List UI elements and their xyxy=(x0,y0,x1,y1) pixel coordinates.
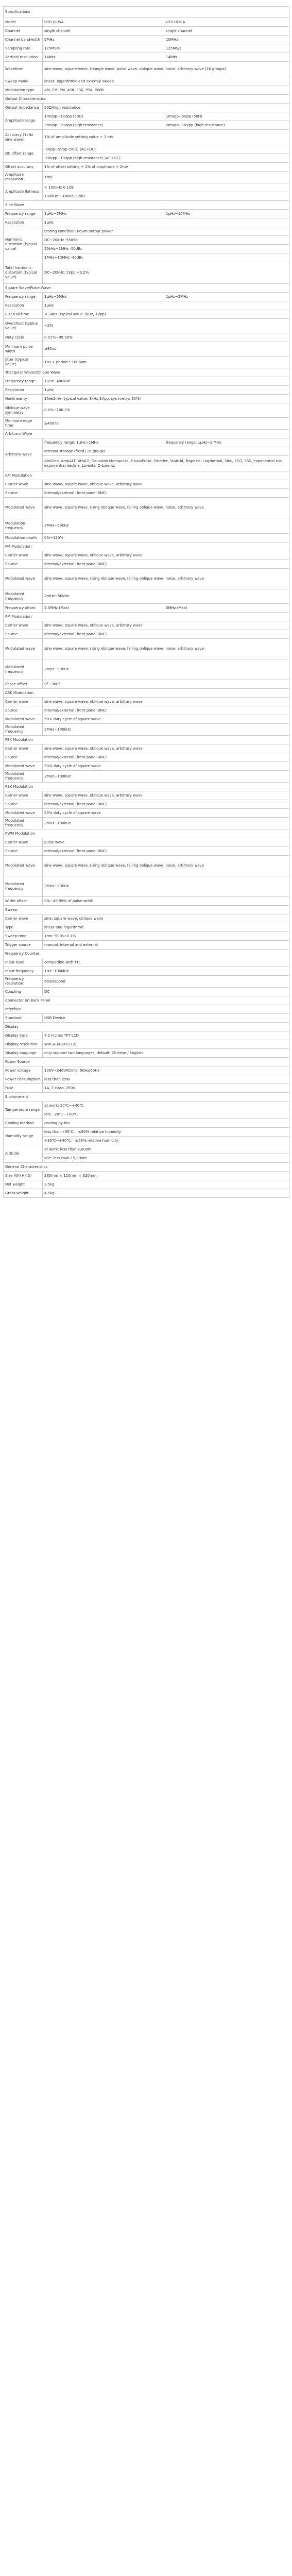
cell-a: single channel xyxy=(43,27,164,36)
cell-value: 50Ω/high resistance xyxy=(43,104,289,112)
cell-value: 2MHz~100kHz xyxy=(43,771,289,783)
cell-value: 50% duty cycle of square wave xyxy=(43,715,289,724)
cell-value: 0.01%~99.99% xyxy=(43,333,289,342)
section-title: Environment xyxy=(4,1093,289,1101)
cell-value: testing condition: 0dBm output power xyxy=(43,227,289,236)
cell-value: sine wave, square wave, rising oblique wave, falling oblique wave, noise, arbitrary wave xyxy=(43,856,289,876)
row-label: Source xyxy=(4,753,43,762)
cell-value: 2MHz~20kHz xyxy=(43,876,289,897)
row-label: Duty cycle xyxy=(4,333,43,342)
cell-value: internal/external (front panel BNC) xyxy=(43,489,289,498)
cell-value: 2MHz~50kHz xyxy=(43,659,289,680)
cell-value: sine wave, square wave, oblique wave, arbitrary wave xyxy=(43,551,289,560)
row-label: Source xyxy=(4,560,43,569)
cell-value: less than +35℃： ≤90% relative humidity xyxy=(43,1128,289,1137)
row-label: Size (W×H×D) xyxy=(4,1172,43,1180)
row-label: Input level xyxy=(4,958,43,967)
cell-value: idle: less than 15,000m xyxy=(43,1154,289,1163)
section-title: PM Modulation xyxy=(4,613,289,621)
cell-value: USB Device xyxy=(43,1014,289,1023)
cell-value: idle: -20℃~+60℃ xyxy=(43,1110,289,1119)
section-title: Display xyxy=(4,1023,289,1031)
cell-value: linear, logarithmic and external sweep xyxy=(43,77,289,86)
cell-value: internal/external (front panel BNC) xyxy=(43,800,289,809)
row-label: Carrier wave xyxy=(4,914,43,923)
cell-value: 285mm × 110mm × 320mm xyxy=(43,1172,289,1180)
cell-value: -5Vpp~5Vpp (50Ω) (AC+DC) xyxy=(43,145,289,154)
section-title: Interface xyxy=(4,1005,289,1014)
cell-value: 1A, T class, 250V xyxy=(43,1084,289,1093)
row-label: Offset accuracy xyxy=(4,163,43,172)
row-label: Minimum edge time xyxy=(4,418,43,430)
cell-value: 1ms~500s±0.1% xyxy=(43,932,289,941)
row-label: Amplitude flatness xyxy=(4,183,43,201)
row-label: Model xyxy=(4,18,43,27)
cell-a: 1mVpp~10Vpp (50Ω) xyxy=(43,112,164,121)
row-label: Display resolution xyxy=(4,1040,43,1049)
cell-b: 1μHz~5MHz xyxy=(164,293,289,301)
cell-value: cooling by fan xyxy=(43,1119,289,1128)
cell-value: DC~20kHz, 1Vpp <0.2% xyxy=(43,262,289,284)
row-label: Jitter (typical value) xyxy=(4,357,43,368)
row-label: Source xyxy=(4,706,43,715)
row-label: Modulated frequency xyxy=(4,771,43,783)
cell-value: 50% duty cycle of square wave xyxy=(43,809,289,818)
cell-value: sine wave, square wave, oblique wave, arbitrary wave xyxy=(43,621,289,630)
row-label: Modulated wave xyxy=(4,639,43,659)
row-label: Modulated wave xyxy=(4,715,43,724)
cell-value: internal/external (front panel BNC) xyxy=(43,560,289,569)
cell-value: internal/external (front panel BNC) xyxy=(43,847,289,856)
cell-value: 0%~49.99% of pulse width xyxy=(43,897,289,906)
row-label: Modulation depth xyxy=(4,534,43,543)
row-label: Modulated wave xyxy=(4,809,43,818)
cell-value: +35℃~+40℃： ≤60% relative humidity xyxy=(43,1137,289,1145)
cell-value: ≥80ns xyxy=(43,342,289,357)
row-label: Modulated wave xyxy=(4,498,43,518)
row-label: Width offset xyxy=(4,897,43,906)
row-label: Overshoot (typical value) xyxy=(4,319,43,333)
cell-a: UTG1005A xyxy=(43,18,164,27)
row-label: Modulated frequency xyxy=(4,876,43,897)
spec-page xyxy=(0,0,292,1202)
cell-a: 1μHz~5MHz xyxy=(43,210,164,218)
row-label: Oblique wave symmetry xyxy=(4,403,43,418)
cell-value: 4.3 inches TFT LCD xyxy=(43,1031,289,1040)
row-label: Modulated wave xyxy=(4,856,43,876)
row-label: Channel bandwidth xyxy=(4,36,43,44)
row-label: Sweep time xyxy=(4,932,43,941)
row-label: Accuracy (1kHz sine wave) xyxy=(4,130,43,145)
section-title: General Characteristics xyxy=(4,1163,289,1172)
row-label: Amplitude range xyxy=(4,112,43,130)
cell-b: 14bits xyxy=(164,53,289,62)
cell-value: 0%~120% xyxy=(43,534,289,543)
cell-a: frequency range: 1μHz~1MHz xyxy=(43,438,164,447)
table-title: Specifications xyxy=(4,7,289,18)
row-label: Resolution xyxy=(4,301,43,310)
cell-value: compatible with TTL xyxy=(43,958,289,967)
row-label: Carrier wave xyxy=(4,698,43,706)
row-label: Frequency range xyxy=(4,377,43,386)
row-label: Carrier wave xyxy=(4,621,43,630)
cell-b: single channel xyxy=(164,27,289,36)
section-title: Output Characteristics xyxy=(4,95,289,104)
cell-value: internal/external (front panel BNC) xyxy=(43,753,289,762)
cell-value: <2% xyxy=(43,319,289,333)
section-title: Connector on Back Panel xyxy=(4,996,289,1005)
cell-a: 5MHz xyxy=(43,36,164,44)
cell-value: only support two languages, default: Chinese / English xyxy=(43,1049,289,1058)
row-label: Modulation frequency xyxy=(4,518,43,534)
cell-value: 1μHz xyxy=(43,301,289,310)
row-label: Modulation type xyxy=(4,86,43,95)
cell-value: 1% of amplitude setting value + 1 mV xyxy=(43,130,289,145)
row-label: Output impedance xyxy=(4,104,43,112)
row-label: Power consumption xyxy=(4,1075,43,1084)
cell-value: 100V~240VACrms; 50Hz/60Hz xyxy=(43,1066,289,1075)
cell-value: internal/external (front panel BNC) xyxy=(43,630,289,639)
row-label: Frequency range xyxy=(4,210,43,218)
cell-a: 2.5MHz (Max) xyxy=(43,604,164,613)
cell-value: at work: 10℃~+40℃ xyxy=(43,1101,289,1110)
row-label: Modulated frequency xyxy=(4,724,43,736)
row-label: Sampling rate xyxy=(4,44,43,53)
row-label: Source xyxy=(4,800,43,809)
cell-value: internal/external (front panel BNC) xyxy=(43,706,289,715)
cell-value: linear and logarithmic xyxy=(43,923,289,932)
row-label: Input frequency xyxy=(4,967,43,976)
row-label: Power voltage xyxy=(4,1066,43,1075)
cell-value: 0°~360° xyxy=(43,680,289,689)
cell-value: internal storage (fixed) 16 groups xyxy=(43,447,289,456)
cell-value: sine wave, square wave, rising oblique wave, falling oblique wave, noise, arbitrary wave xyxy=(43,639,289,659)
cell-b: 1mVpp~5Vpp (50Ω) xyxy=(164,112,289,121)
row-label: Phase offset xyxy=(4,680,43,689)
cell-value: pulse wave xyxy=(43,838,289,847)
cell-value: 0.0%~100.0% xyxy=(43,403,289,418)
cell-value: 2MHz~100kHz xyxy=(43,818,289,829)
cell-a: 1μHz~5MHz xyxy=(43,293,164,301)
row-label: Carrier wave xyxy=(4,791,43,800)
row-label: Carrier wave xyxy=(4,480,43,489)
cell-b: 5MHz (Max) xyxy=(164,604,289,613)
cell-value: 2MHz~50kHz xyxy=(43,518,289,534)
cell-value: 3.5kg xyxy=(43,1180,289,1189)
cell-value: WVGA (480×272) xyxy=(43,1040,289,1049)
row-label: Frequency resolution xyxy=(4,976,43,988)
row-label: Amplitude resolution xyxy=(4,172,43,183)
cell-b: 125MS/s xyxy=(164,44,289,53)
row-label: Channel xyxy=(4,27,43,36)
section-title: Arbitrary Wave xyxy=(4,430,289,438)
cell-value: sine wave, square wave, oblique wave, arbitrary wave xyxy=(43,698,289,706)
row-label: Resolution xyxy=(4,218,43,227)
row-label: Vertical resolution xyxy=(4,53,43,62)
row-label: Fuse xyxy=(4,1084,43,1093)
section-title: FSK Modulation xyxy=(4,736,289,744)
cell-value: 1Hz~100MHz xyxy=(43,967,289,976)
row-label: Nonlinearity xyxy=(4,395,43,403)
row-label: Humidity range xyxy=(4,1128,43,1145)
cell-value: sine wave, square wave, rising oblique wave, falling oblique wave, noise, arbitrary wave xyxy=(43,569,289,589)
section-title: Square Wave/Pulse Wave xyxy=(4,284,289,293)
cell-value: DC~20kHz -55dBc xyxy=(43,236,289,245)
cell-value: sine, square wave, oblique wave xyxy=(43,914,289,923)
cell-value: ≥400ns xyxy=(43,418,289,430)
section-title: Power Source xyxy=(4,1058,289,1066)
cell-value: 1μHz~400kHz xyxy=(43,377,289,386)
row-label: Frequency offset xyxy=(4,604,43,613)
row-label: Gross weight xyxy=(4,1189,43,1198)
row-label: Modulated frequency xyxy=(4,589,43,604)
row-label: Display language xyxy=(4,1049,43,1058)
row-label: Source xyxy=(4,847,43,856)
cell-value: 1MHz~10MHz -40dBc xyxy=(43,253,289,262)
cell-value: 1%±2mV (typical value: 1kHz,1Vpp, symmetry: 50%) xyxy=(43,395,289,403)
row-label: Waveform xyxy=(4,62,43,77)
cell-value: sine wave, square wave, oblique wave, arbitrary wave xyxy=(43,480,289,489)
row-label: Carrier wave xyxy=(4,551,43,560)
cell-value: 1ns + period * 100ppm xyxy=(43,357,289,368)
section-title: Triangular Wave/Oblique Wave xyxy=(4,368,289,377)
cell-value: 1mV xyxy=(43,172,289,183)
cell-value: -10Vpp~10Vpp (high resistance) (AC+DC) xyxy=(43,154,289,163)
cell-value: 1μHz xyxy=(43,218,289,227)
cell-a: 2mVpp~20Vpp (high resistance) xyxy=(43,121,164,130)
cell-value: 2MHz~100kHz xyxy=(43,724,289,736)
row-label: Modulated wave xyxy=(4,569,43,589)
section-title: PSK Modulation xyxy=(4,783,289,791)
cell-b: 10MHz xyxy=(164,36,289,44)
cell-b: 1μHz~10MHz xyxy=(164,210,289,218)
row-label: Temperature range xyxy=(4,1101,43,1119)
row-label: DC offset range xyxy=(4,145,43,163)
section-title: PWM Modulation xyxy=(4,829,289,838)
cell-value: 4.5kg xyxy=(43,1189,289,1198)
cell-value: < 100kHz 0.1dB xyxy=(43,183,289,192)
row-label: Arbitrary wave xyxy=(4,438,43,471)
row-label: Type xyxy=(4,923,43,932)
row-label: Modulated wave xyxy=(4,762,43,771)
row-label: Display type xyxy=(4,1031,43,1040)
section-title: AM Modulation xyxy=(4,471,289,480)
cell-a: 125MS/s xyxy=(43,44,164,53)
row-label: Frequency range xyxy=(4,293,43,301)
cell-value: sine wave, square wave, rising oblique wave, falling oblique wave, noise, arbitrary wave xyxy=(43,498,289,518)
cell-value: less than 25W xyxy=(43,1075,289,1084)
cell-value: sine wave, square wave, oblique wave, arbitrary wave xyxy=(43,744,289,753)
row-label: Rise/Fall time xyxy=(4,310,43,319)
cell-value: DC xyxy=(43,988,289,996)
section-title: ASK Modulation xyxy=(4,689,289,698)
row-label: Source xyxy=(4,489,43,498)
cell-value: sine wave, square wave, triangle wave, pulse wave, oblique wave, noise, arbitrary wave (16 groups) xyxy=(43,62,289,77)
cell-b: frequency range: 1μHz~2 MHz xyxy=(164,438,289,447)
row-label: Resolution xyxy=(4,386,43,395)
row-label: Minimum pulse width xyxy=(4,342,43,357)
row-label: Standard xyxy=(4,1014,43,1023)
cell-value: 20kHz~1MHz -50dBc xyxy=(43,245,289,253)
row-label: Carrier wave xyxy=(4,838,43,847)
row-label: Cooling method xyxy=(4,1119,43,1128)
spec-table xyxy=(3,6,289,1198)
row-label: Modulated frequency xyxy=(4,659,43,680)
row-label: Trigger source xyxy=(4,941,43,950)
section-title: Sine Wave xyxy=(4,201,289,210)
cell-b: 2mVpp~10Vpp (high resistance) xyxy=(164,121,289,130)
section-title: FM Modulation xyxy=(4,543,289,551)
cell-b: UTG1010A xyxy=(164,18,289,27)
row-label: Coupling xyxy=(4,988,43,996)
cell-value: 1μHz xyxy=(43,386,289,395)
row-label: Harmonic distortion (typical value) xyxy=(4,227,43,262)
cell-value: 50% duty cycle of square wave xyxy=(43,762,289,771)
cell-a: 14bits xyxy=(43,53,164,62)
cell-value: 6bit/second xyxy=(43,976,289,988)
row-label: Sweep mode xyxy=(4,77,43,86)
row-label: Source xyxy=(4,630,43,639)
cell-value: 100kHz~10MHz 0.2dB xyxy=(43,192,289,201)
row-label: Carrier wave xyxy=(4,744,43,753)
row-label: Total harmonic distortion (typical value) xyxy=(4,262,43,284)
cell-value: 1% of offset setting + 1% of amplitude + 2mV xyxy=(43,163,289,172)
cell-value: AM, FM, PM, ASK, FSK, PSK, PWM xyxy=(43,86,289,95)
section-title: Sweep xyxy=(4,906,289,914)
row-label: Altitude xyxy=(4,1145,43,1163)
cell-value: manual, internal and external xyxy=(43,941,289,950)
cell-value: AbsSine, AmpALT, AttALT, Gaussian Monopulse, GaussPulse, Sinetier, StairUd, Trapezia, LogNormal, Sinc, ECG, SSS, exponential rise, exponential decline, Lorentz, D-Lorentz xyxy=(43,456,289,471)
row-label: Net weight xyxy=(4,1180,43,1189)
section-title: Frequency Counter xyxy=(4,950,289,958)
cell-value: 2mHz~50kHz xyxy=(43,589,289,604)
cell-value: sine wave, square wave, oblique wave, arbitrary wave xyxy=(43,791,289,800)
cell-value: at work: less than 2,000m xyxy=(43,1145,289,1154)
cell-value: < 24ns (typical value 1kHz, 1Vpp) xyxy=(43,310,289,319)
row-label: Modulated frequency xyxy=(4,818,43,829)
